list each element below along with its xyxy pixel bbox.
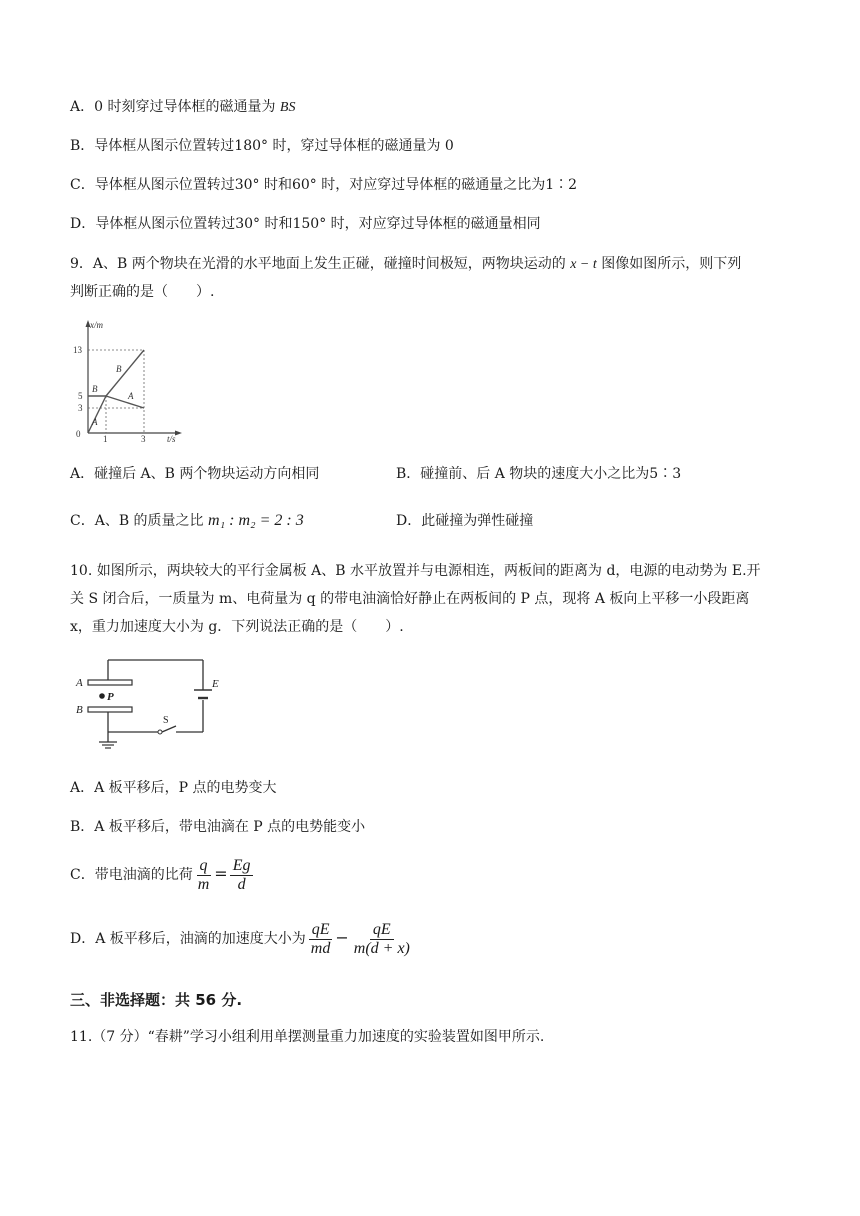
q9-xt-graph [70, 316, 190, 448]
label-a-after: A [128, 391, 134, 401]
line-a-before [88, 396, 106, 433]
switch-s [162, 726, 176, 732]
fraction-q-over-m: $\frac{q}{m}$ [197, 856, 210, 893]
origin-label: 0 [76, 429, 81, 439]
fraction-eg-over-d: $\frac{Eg}{d}$ [230, 857, 254, 894]
q8-option-d: D．导体框从图示位置转过30° 时和150° 时，对应穿过导体框的磁通量相同 [70, 216, 541, 232]
line-a-after [106, 396, 144, 408]
q10-option-d: D．A 板平移后，油滴的加速度大小为 $\frac{qE}{md}$ − $\frac{qE}{m(d + x)}$ [70, 918, 415, 959]
x-tick-3: 3 [141, 434, 146, 444]
q9-stem-line2: 判断正确的是（ ）. [70, 284, 215, 300]
label-b-before: B [92, 384, 98, 394]
x-axis-label: t/s [167, 434, 176, 444]
q9-option-b: B．碰撞前、后 A 物块的速度大小之比为5∶3 [396, 466, 682, 482]
q11-stem: 11.（7 分）“春耕”学习小组利用单摆测量重力加速度的实验装置如图甲所示. [70, 1029, 545, 1045]
plate-a [88, 680, 132, 685]
label-a-before: A [92, 417, 98, 427]
x-tick-1: 1 [103, 434, 108, 444]
q8-option-a: A．0 时刻穿过导体框的磁通量为 BS [70, 99, 296, 115]
y-axis-label: x/m [90, 320, 103, 330]
label-e: E [212, 678, 219, 690]
x-axis-arrow [175, 431, 182, 436]
q10-option-b: B．A 板平移后，带电油滴在 P 点的电势能变小 [70, 819, 366, 835]
y-tick-5: 5 [78, 391, 83, 401]
label-b-after: B [116, 364, 122, 374]
q10-option-c: C．带电油滴的比荷 $\frac{q}{m}$ = $\frac{Eg}{d}$ [70, 854, 255, 895]
label-s: S [163, 715, 169, 726]
q9-option-d: D．此碰撞为弹性碰撞 [396, 513, 534, 529]
fraction-qe-over-m-d-plus-x: $\frac{qE}{m(d + x)}$ [353, 920, 410, 957]
q8-option-c: C．导体框从图示位置转过30° 时和60° 时，对应穿过导体框的磁通量之比为1∶2 [70, 177, 578, 193]
q10-stem-line2: 关 S 闭合后，一质量为 m、电荷量为 q 的带电油滴恰好静止在两板间的 P 点，现将 A 板向上平移一小段距离 [70, 591, 750, 607]
plate-b [88, 707, 132, 712]
fraction-qe-over-md: $\frac{qE}{md}$ [308, 921, 334, 958]
oil-drop-p [99, 693, 105, 699]
q10-circuit-diagram [70, 650, 230, 760]
q9-stem-line1: 9．A、B 两个物块在光滑的水平地面上发生正碰，碰撞时间极短，两物块运动的 x − t 图像如图所示，则下列 [70, 256, 742, 272]
q10-stem-line1: 10. 如图所示，两块较大的平行金属板 A、B 水平放置并与电源相连，两板间的距离为 d，电源的电动势为 E.开 [70, 563, 761, 579]
y-tick-13: 13 [73, 345, 82, 355]
q8-option-b: B．导体框从图示位置转过180° 时，穿过导体框的磁通量为 0 [70, 138, 454, 154]
q10-stem-line3: x，重力加速度大小为 g．下列说法正确的是（ ）. [70, 619, 404, 635]
q10-option-a: A．A 板平移后，P 点的电势变大 [70, 780, 277, 796]
section-3-heading: 三、非选择题：共 56 分. [70, 991, 243, 1009]
line-b-after [106, 350, 144, 396]
switch-s-contact [158, 730, 162, 734]
q9-option-a: A．碰撞后 A、B 两个物块运动方向相同 [70, 466, 320, 482]
label-a: A [76, 677, 83, 689]
y-tick-3: 3 [78, 403, 83, 413]
label-b: B [76, 704, 83, 716]
label-p: P [107, 691, 114, 703]
q9-option-c: C．A、B 的质量之比 m₁ : m₂ = 2 : 3 [70, 512, 304, 529]
